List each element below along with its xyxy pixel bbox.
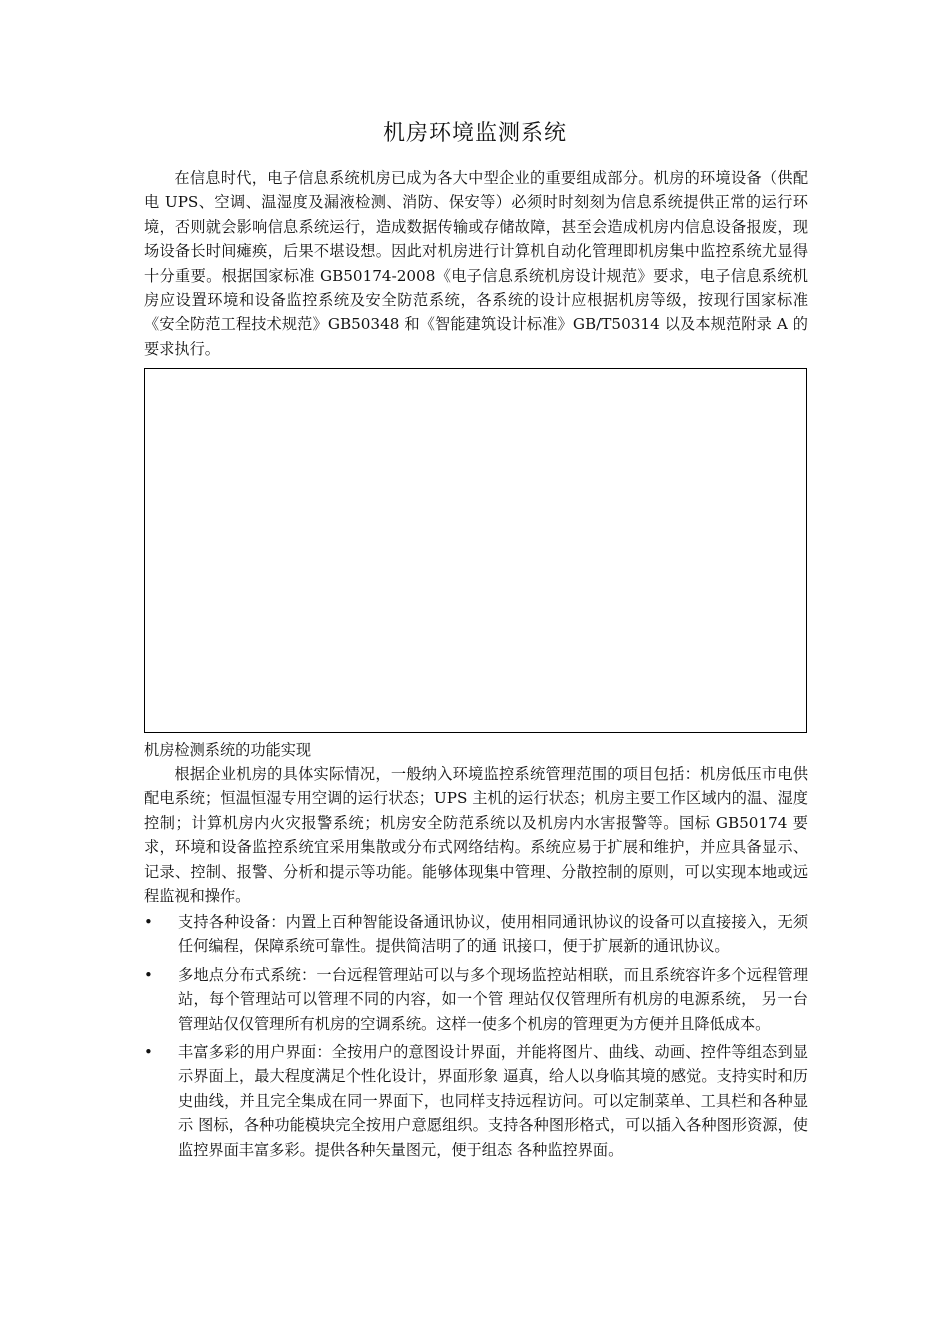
bullet-icon: • <box>144 965 153 984</box>
section-heading: 机房检测系统的功能实现 <box>144 741 312 759</box>
feature-list <box>144 910 808 1166</box>
bullet-icon: • <box>144 1043 153 1062</box>
list-item-text: 支持各种设备：内置上百种智能设备通讯协议，使用相同通讯协议的设备可以直接接入，无须任何编程，保障系统可靠性。提供简洁明了的通 讯接口，便于扩展新的通讯协议。 <box>178 913 808 956</box>
image-placeholder-frame <box>144 368 807 733</box>
list-item-text: 丰富多彩的用户界面：全按用户的意图设计界面，并能将图片、曲线、动画、控件等组态到显示界面上，最大程度满足个性化设计，界面形象 逼真，给人以身临其境的感觉。支持实时和历史曲线，并且完全集成在同一界面下，也同样支持远程访问。可以定制菜单、工具栏和各种显示 图标，各种功能模块完全按用户意愿组织。支持各种图形格式，可以插入各种图形资源，使监控界面丰富多彩。提供各种矢量图元，便于组态 各种监控界面。 <box>178 1043 808 1159</box>
list-item <box>144 963 808 1036</box>
list-item <box>144 1040 808 1162</box>
intro-paragraph: 在信息时代，电子信息系统机房已成为各大中型企业的重要组成部分。机房的环境设备（供配电 UPS、空调、温湿度及漏液检测、消防、保安等）必须时时刻刻为信息系统提供正常的运行环境，否则就会影响信息系统运行，造成数据传输或存储故障，甚至会造成机房内信息设备报废，现场设备长时间瘫痪，后果不堪设想。因此对机房进行计算机自动化管理即机房集中监控系统尤显得十分重要。根据国家标准 GB50174-2008《电子信息系统机房设计规范》要求，电子信息系统机房应设置环境和设备监控系统及安全防范系统，各系统的设计应根据机房等级，按现行国家标准《安全防范工程技术规范》GB50348 和《智能建筑设计标准》GB/T50314 以及本规范附录 A 的要求执行。 <box>144 169 808 358</box>
bullet-icon: • <box>144 913 153 931</box>
list-item-text: 多地点分布式系统：一台远程管理站可以与多个现场监控站相联，而且系统容许多个远程管理站，每个管理站可以管理不同的内容，如一个管 理站仅仅管理所有机房的电源系统， 另一台管理站仅仅管理所有机房的空调系统。这样一使多个机房的管理更为方便并且降低成本。 <box>178 965 808 1033</box>
list-item <box>144 910 808 959</box>
page-title: 机房环境监测系统 <box>382 121 567 146</box>
section-paragraph: 根据企业机房的具体实际情况，一般纳入环境监控系统管理范围的项目包括：机房低压市电供配电系统；恒温恒湿专用空调的运行状态；UPS 主机的运行状态；机房主要工作区域内的温、湿度控制；计算机房内火灾报警系统；机房安全防范系统以及机房内水害报警等。国标 GB50174 要求，环境和设备监控系统宜采用集散或分布式网络结构。系统应易于扩展和维护，并应具备显示、记录、控制、报警、分析和提示等功能。能够体现集中管理、分散控制的原则，可以实现本地或远程监视和操作。 <box>144 765 808 906</box>
